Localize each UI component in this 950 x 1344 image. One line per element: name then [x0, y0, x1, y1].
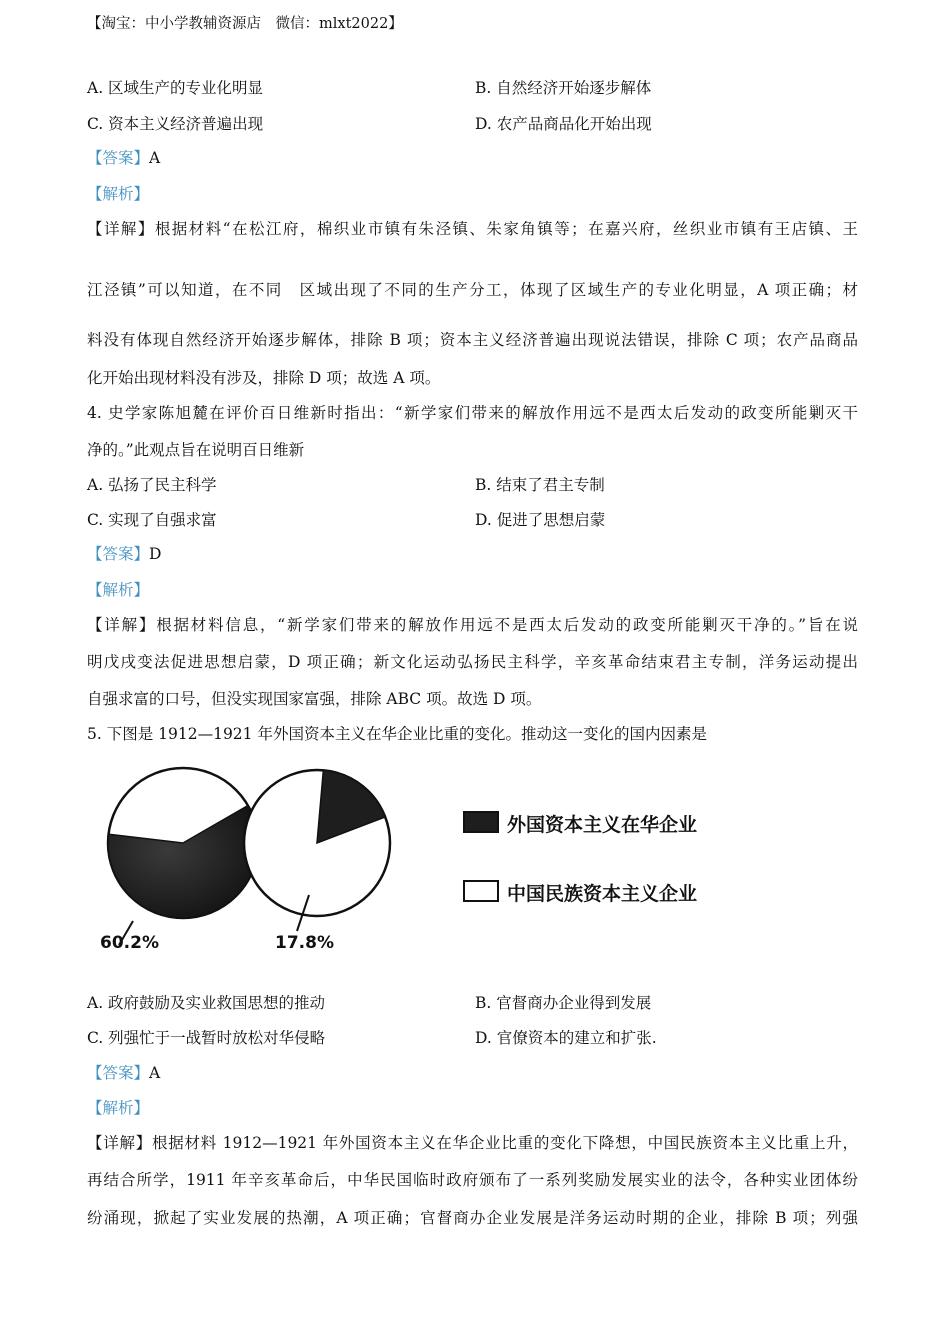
legend-swatch-foreign	[463, 811, 499, 833]
q5-pie-chart	[95, 755, 735, 960]
answer-tag: 【答案】	[87, 545, 150, 563]
q5-option-a: A. 政府鼓励及实业救国思想的推动	[87, 994, 326, 1012]
detail-tag: 【详解】	[87, 616, 157, 634]
q4-detail-line-2: 明戊戌变法促进思想启蒙，D 项正确；新文化运动弘扬民主科学，辛亥革命结束君主专制，洋务运动提出	[87, 653, 858, 671]
q5-option-d: D. 官僚资本的建立和扩张.	[475, 1029, 657, 1047]
q4-detail-line-1	[87, 613, 858, 635]
q5-stem: 5. 下图是 1912—1921 年外国资本主义在华企业比重的变化。推动这一变化的国内因素是	[87, 725, 707, 743]
detail-tag: 【详解】	[87, 1134, 152, 1152]
q4-option-a: A. 弘扬了民主科学	[87, 476, 217, 494]
q4-detail-line-3: 自强求富的口号，但没实现国家富强，排除 ABC 项。故选 D 项。	[87, 690, 542, 708]
pie-1921-label: 17.8%	[275, 933, 334, 953]
q4-analysis-tag: 【解析】	[87, 581, 150, 599]
answer-value: A	[149, 1064, 161, 1082]
answer-value: A	[149, 149, 161, 167]
q3-option-c: C. 资本主义经济普遍出现	[87, 115, 264, 133]
q4-option-d: D. 促进了思想启蒙	[475, 511, 606, 529]
q5-option-b: B. 官督商办企业得到发展	[475, 994, 652, 1012]
legend-label-foreign: 外国资本主义在华企业	[507, 814, 698, 836]
q3-option-a: A. 区域生产的专业化明显	[87, 79, 264, 97]
q5-detail-line-2: 再结合所学，1911 年辛亥革命后，中华民国临时政府颁布了一系列奖励发展实业的法令，各种实业团体纷	[87, 1171, 858, 1189]
q5-detail-line-3: 纷涌现，掀起了实业发展的热潮，A 项正确；官督商办企业发展是洋务运动时期的企业，排除 B 项；列强	[87, 1209, 858, 1227]
q4-stem-line-1: 4. 史学家陈旭麓在评价百日维新时指出：“新学家们带来的解放作用远不是西太后发动的政变所能剿灭干	[87, 404, 858, 422]
pie-1912	[108, 768, 258, 918]
q4-stem-line-2: 净的。”此观点旨在说明百日维新	[87, 441, 305, 459]
q4-option-c: C. 实现了自强求富	[87, 511, 217, 529]
pie-1921	[244, 770, 390, 916]
detail-tag: 【详解】	[87, 220, 155, 238]
detail-text: 根据材料“在松江府，棉织业市镇有朱泾镇、朱家角镇等；在嘉兴府，丝织业市镇有王店镇、王	[154, 220, 858, 238]
q4-option-b: B. 结束了君主专制	[475, 476, 605, 494]
pie-chart-svg	[95, 755, 735, 960]
q5-answer	[87, 1061, 160, 1083]
q3-detail-line-4: 化开始出现材料没有涉及，排除 D 项；故选 A 项。	[87, 369, 441, 387]
q5-analysis-tag: 【解析】	[87, 1099, 150, 1117]
answer-tag: 【答案】	[87, 1064, 150, 1082]
detail-text: 根据材料 1912—1921 年外国资本主义在华企业比重的变化下降想，中国民族资本主义比重上升，	[151, 1134, 858, 1152]
q3-analysis-tag: 【解析】	[87, 185, 150, 203]
legend-swatch-domestic	[463, 880, 499, 902]
q5-detail-line-1	[87, 1131, 858, 1153]
detail-text: 根据材料信息，“新学家们带来的解放作用远不是西太后发动的政变所能剿灭干净的。”旨在说	[156, 616, 858, 634]
answer-tag: 【答案】	[87, 149, 150, 167]
q5-option-c: C. 列强忙于一战暂时放松对华侵略	[87, 1029, 326, 1047]
q3-detail-line-1	[87, 217, 858, 239]
answer-value: D	[149, 545, 162, 563]
q3-detail-line-2: 江泾镇”可以知道，在不同 区域出现了不同的生产分工，体现了区域生产的专业化明显，A 项正确；材	[87, 281, 858, 299]
q3-option-d: D. 农产品商品化开始出现	[475, 115, 652, 133]
q4-answer	[87, 542, 161, 564]
q3-option-b: B. 自然经济开始逐步解体	[475, 79, 652, 97]
legend-label-domestic: 中国民族资本主义企业	[507, 883, 698, 905]
page-header: 【淘宝：中小学教辅资源店 微信：mlxt2022】	[87, 16, 403, 32]
q3-answer	[87, 146, 160, 168]
q3-detail-line-3: 料没有体现自然经济开始逐步解体，排除 B 项；资本主义经济普遍出现说法错误，排除 C 项；农产品商品	[87, 331, 858, 349]
pie-1912-label: 60.2%	[100, 933, 159, 953]
